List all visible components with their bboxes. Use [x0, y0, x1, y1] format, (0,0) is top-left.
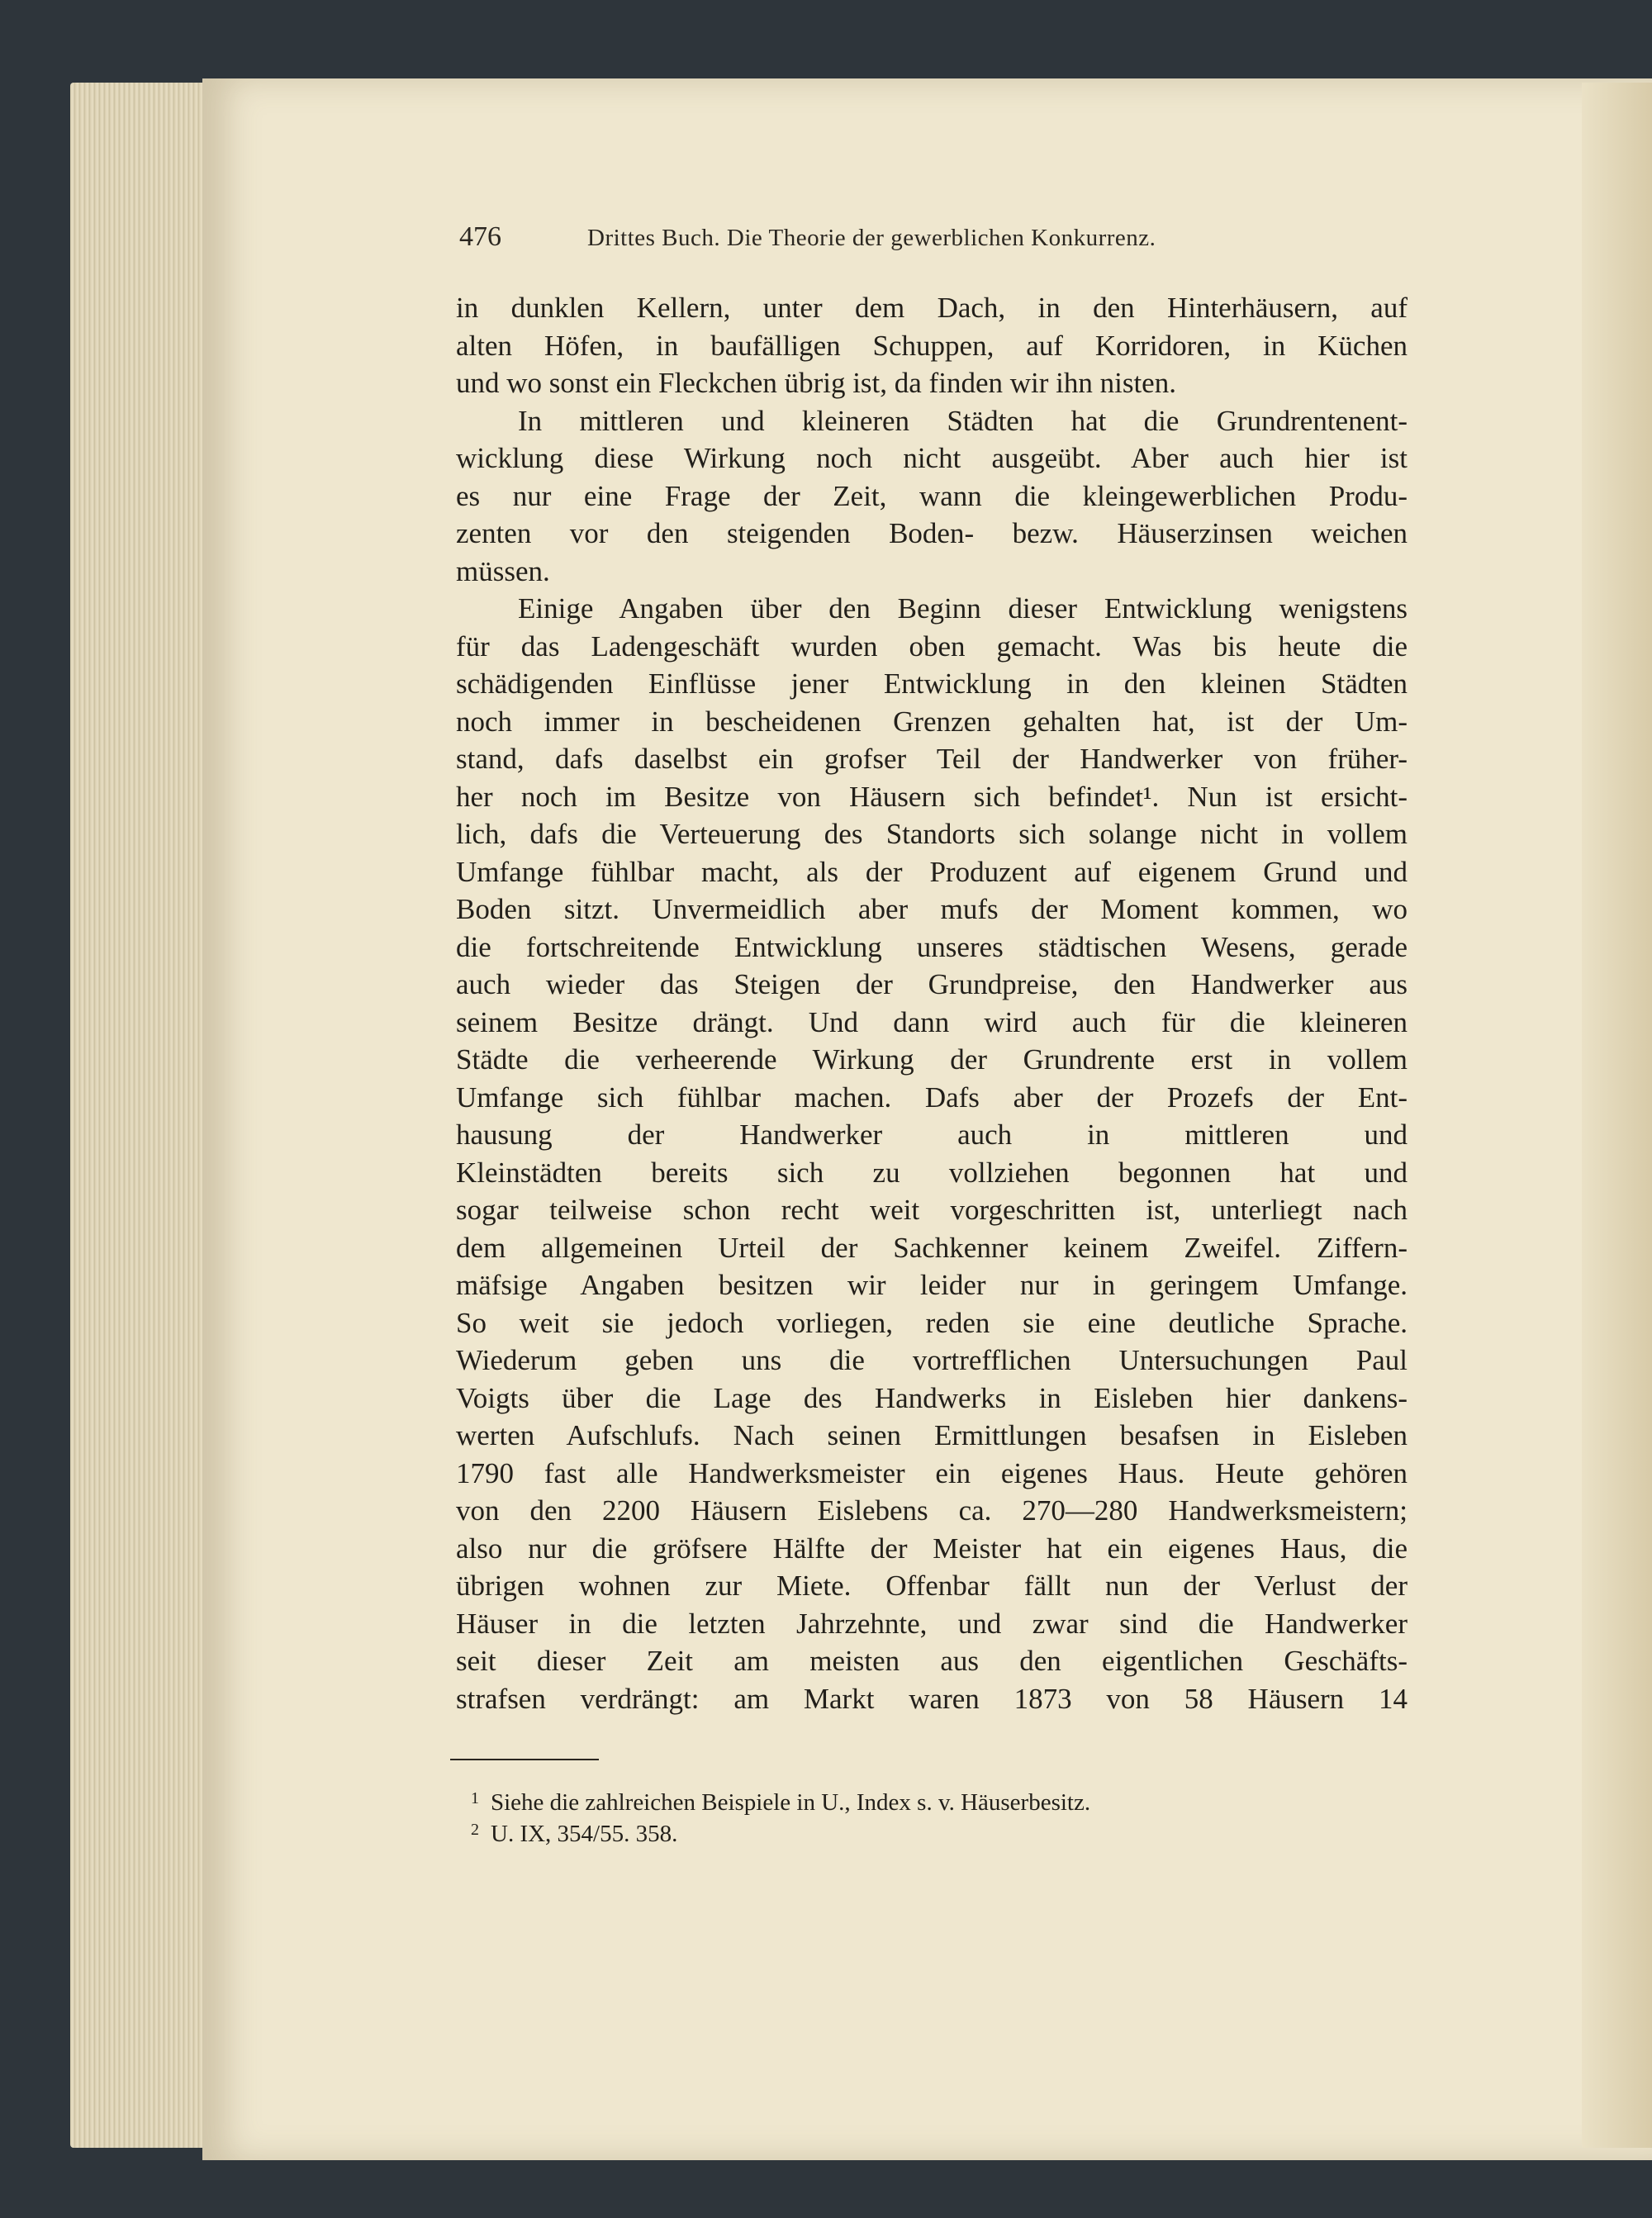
text-line: So weit sie jedoch vorliegen, reden sie eine deutliche Sprache. [456, 1306, 1408, 1339]
text-line: Umfange fühlbar macht, als der Produzent auf eigenem Grund und [456, 855, 1408, 888]
text-line: auch wieder das Steigen der Grundpreise, den Handwerker aus [456, 968, 1408, 1000]
text-line: Boden sitzt. Unvermeidlich aber mufs der Moment kommen, wo [456, 893, 1408, 925]
text-line: also nur die gröfsere Hälfte der Meister hat ein eigenes Haus, die [456, 1532, 1408, 1565]
text-line: schädigenden Einflüsse jener Entwicklung in den kleinen Städten [456, 667, 1408, 700]
footnote-1 [456, 1787, 1090, 1818]
text-line: strafsen verdrängt: am Markt waren 1873 von 58 Häusern 14 [456, 1682, 1408, 1715]
text-line: Voigts über die Lage des Handwerks in Eisleben hier dankens- [456, 1381, 1408, 1414]
text-line: für das Ladengeschäft wurden oben gemacht. Was bis heute die [456, 629, 1408, 663]
text-line: Wiederum geben uns die vortrefflichen Untersuchungen Paul [456, 1344, 1408, 1376]
text-line: Umfange sich fühlbar machen. Dafs aber der Prozefs der Ent- [456, 1081, 1408, 1114]
page-edge-right [1582, 83, 1652, 2148]
footnotes [456, 1787, 1090, 1850]
footnote-text: U. IX, 354/55. 358. [491, 1821, 678, 1847]
text-line: In mittleren und kleineren Städten hat die Grundrentenent- [518, 404, 1408, 437]
running-head: Drittes Buch. Die Theorie der gewerblichen Konkurrenz. [587, 225, 1156, 251]
text-line: stand, dafs daselbst ein grofser Teil der Handwerker von früher- [456, 743, 1408, 775]
text-line: von den 2200 Häusern Eislebens ca. 270—280 Handwerksmeistern; [456, 1494, 1408, 1527]
text-line: noch immer in bescheidenen Grenzen gehalten hat, ist der Um- [456, 705, 1408, 738]
text-line: seinem Besitze drängt. Und dann wird auch für die kleineren [456, 1005, 1408, 1038]
text-line: werten Aufschlufs. Nach seinen Ermittlungen besafsen in Eisleben [456, 1419, 1408, 1451]
text-line: übrigen wohnen zur Miete. Offenbar fällt nun der Verlust der [456, 1570, 1408, 1602]
text-line: dem allgemeinen Urteil der Sachkenner keinem Zweifel. Ziffern- [456, 1231, 1408, 1264]
body-text [456, 289, 1408, 1717]
text-line: wicklung diese Wirkung noch nicht ausgeübt. Aber auch hier ist [456, 442, 1408, 474]
text-line: und wo sonst ein Fleckchen übrig ist, da finden wir ihn nisten. [456, 367, 1176, 399]
text-line: mäfsige Angaben besitzen wir leider nur in geringem Umfange. [456, 1269, 1408, 1301]
footnote-marker: 2 [471, 1821, 479, 1839]
text-line: hausung der Handwerker auch in mittleren und [456, 1118, 1408, 1151]
page-header [459, 221, 1401, 263]
text-line: es nur eine Frage der Zeit, wann die kleingewerblichen Produ- [456, 479, 1408, 512]
text-line: Einige Angaben über den Beginn dieser Entwicklung wenigstens [518, 592, 1408, 625]
footnote-2 [456, 1818, 1090, 1850]
text-line: alten Höfen, in baufälligen Schuppen, auf Korridoren, in Küchen [456, 329, 1408, 362]
text-line: Häuser in die letzten Jahrzehnte, und zwar sind die Handwerker [456, 1607, 1408, 1640]
text-line: zenten vor den steigenden Boden- bezw. Häuserzinsen weichen [456, 517, 1408, 549]
text-line: Städte die verheerende Wirkung der Grundrente erst in vollem [456, 1043, 1408, 1076]
footnote-marker: 1 [471, 1789, 479, 1807]
footnote-rule [450, 1759, 599, 1760]
text-line: seit dieser Zeit am meisten aus den eigentlichen Geschäfts- [456, 1645, 1408, 1677]
text-line: lich, dafs die Verteuerung des Standorts sich solange nicht in vollem [456, 818, 1408, 850]
text-line: her noch im Besitze von Häusern sich befindet¹. Nun ist ersicht- [456, 780, 1408, 813]
footnote-text: Siehe die zahlreichen Beispiele in U., Index s. v. Häuserbesitz. [491, 1789, 1091, 1816]
text-line: sogar teilweise schon recht weit vorgeschritten ist, unterliegt nach [456, 1194, 1408, 1226]
text-line: 1790 fast alle Handwerksmeister ein eigenes Haus. Heute gehören [456, 1456, 1408, 1489]
text-line: die fortschreitende Entwicklung unseres städtischen Wesens, gerade [456, 930, 1408, 963]
page-number: 476 [459, 221, 501, 252]
text-line: Kleinstädten bereits sich zu vollziehen begonnen hat und [456, 1156, 1408, 1189]
text-line: müssen. [456, 554, 550, 587]
text-line: in dunklen Kellern, unter dem Dach, in den Hinterhäusern, auf [456, 292, 1408, 324]
